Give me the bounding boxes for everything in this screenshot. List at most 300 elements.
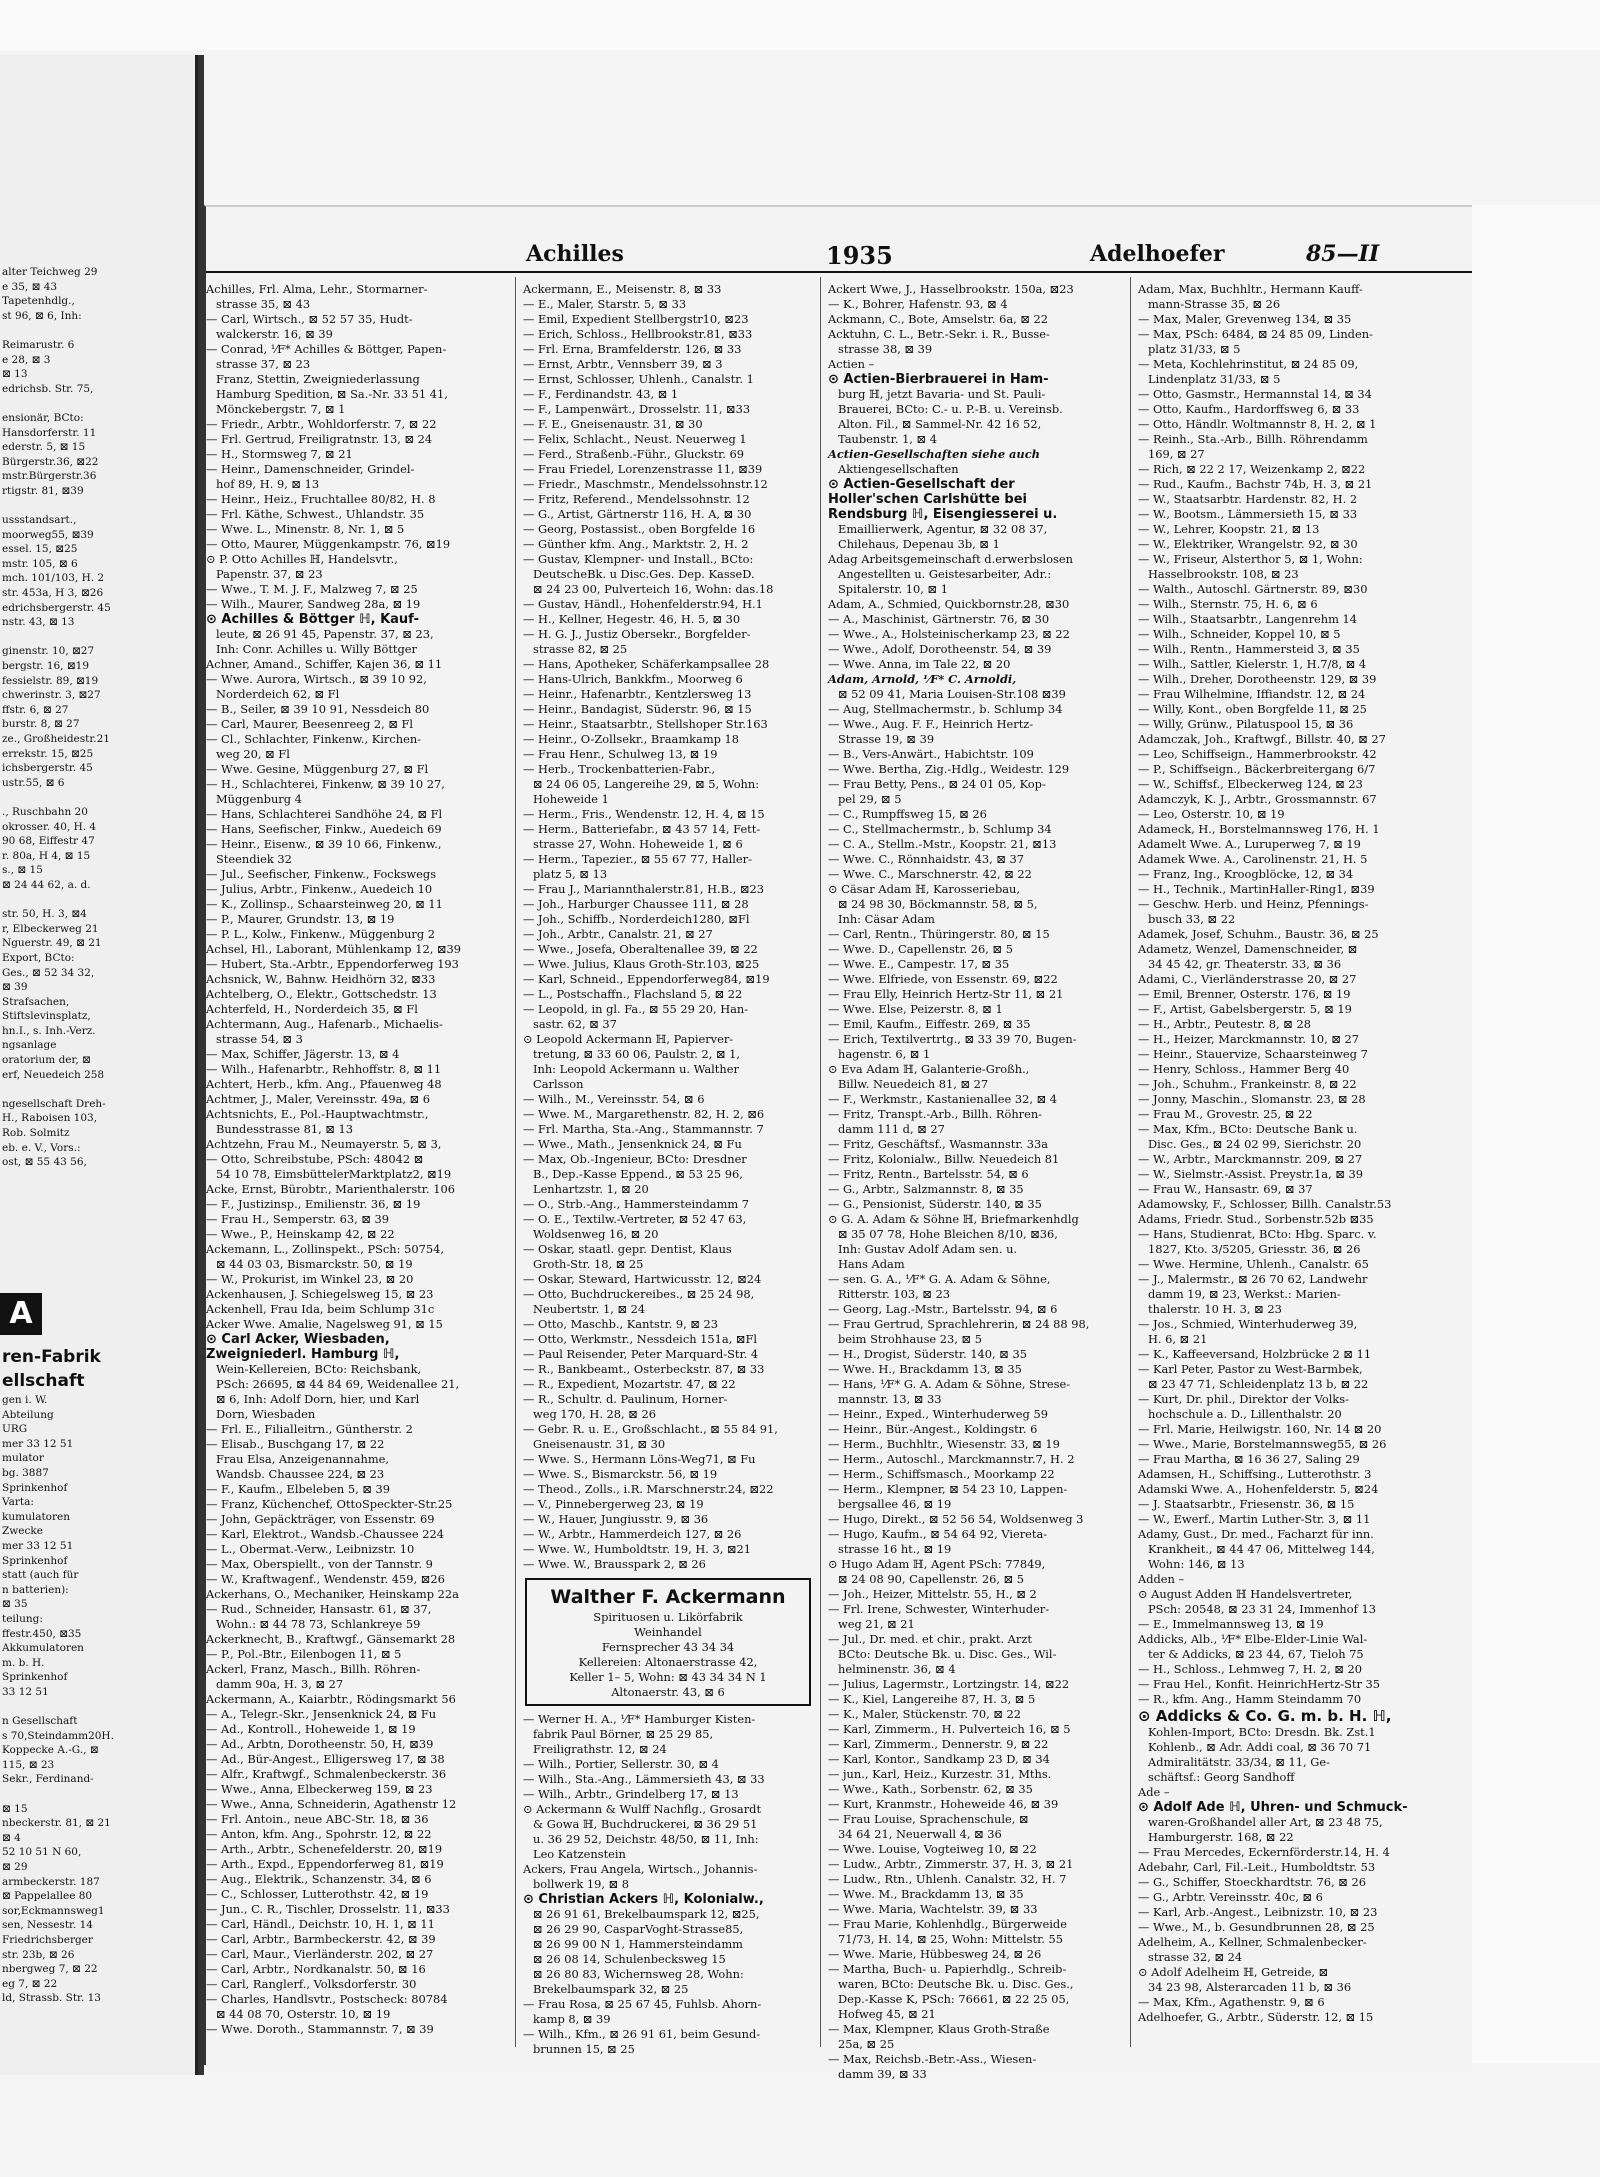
left-fragment-line [2,1082,182,1097]
directory-entry: — Wwe. W., Humboldtstr. 19, H. 3, ⊠21 [523,1542,752,1556]
directory-entry: Adelheim, A., Kellner, Schmalenbecker- [1138,1935,1367,1949]
left-fragment-line: edrichsbergerstr. 45 [2,601,111,614]
header-last-entry: Adelhoefer [1090,241,1225,267]
directory-entry: — G., Arbtr. Vereinsstr. 40c, ⊠ 6 [1138,1890,1323,1904]
directory-entry: — Alfr., Kraftwgf., Schmalenbeckerstr. 36 [206,1767,447,1781]
directory-entry: — Wwe. D., Capellenstr. 26, ⊠ 5 [828,942,1013,956]
directory-entry: — Hans-Ulrich, Bankkfm., Moorweg 6 [523,672,743,686]
directory-entry: — Wwe. Hermine, Uhlenh., Canalstr. 65 [1138,1257,1369,1271]
left-fragment-line: URG [2,1423,28,1436]
directory-entry: — Herm., Buchhltr., Wiesenstr. 33, ⊠ 19 [828,1437,1060,1451]
directory-entry: Ade – [1138,1785,1170,1799]
left-fragment-line [2,630,182,645]
directory-entry: Billw. Neuedeich 81, ⊠ 27 [838,1077,989,1091]
directory-entry: Krankheit., ⊠ 44 47 06, Mittelweg 144, [1148,1542,1375,1556]
directory-entry: Ackemann, L., Zollinspekt., PSch: 50754, [206,1242,444,1256]
directory-entry: — Friedr., Arbtr., Wohldorferstr. 7, ⊠ 22 [206,417,437,431]
directory-entry: waren-Großhandel aller Art, ⊠ 23 48 75, [1148,1815,1383,1829]
directory-entry: Hamburgerstr. 168, ⊠ 22 [1148,1830,1294,1844]
directory-entry: Adamek, Josef, Schuhm., Baustr. 36, ⊠ 25 [1138,927,1379,941]
directory-entry: — Fritz, Referend., Mendelssohnstr. 12 [523,492,750,506]
directory-entry: — Wwe. Aurora, Wirtsch., ⊠ 39 10 92, [206,672,427,686]
directory-entry: — W., Staatsarbtr. Hardenstr. 82, H. 2 [1138,492,1358,506]
directory-entry: Angestellten u. Geistesarbeiter, Adr.: [838,567,1052,581]
directory-entry: Rendsburg ℍ, Eisengiesserei u. [828,507,1058,522]
left-fragment-line: fessielstr. 89, ⊠19 [2,674,99,687]
directory-entry: Achterfeld, H., Norderdeich 35, ⊠ Fl [206,1002,418,1016]
left-fragment-line: okrosser. 40, H. 4 [2,820,97,833]
left-fragment-line [2,1787,184,1802]
directory-entry: strasse 38, ⊠ 39 [838,342,933,356]
left-page-ad-letter: A [0,1293,42,1335]
directory-entry: Wohn.: ⊠ 44 78 73, Schlankreye 59 [216,1617,421,1631]
directory-entry: — Frl. E., Filialleitrn., Güntherstr. 2 [206,1422,413,1436]
directory-entry: — Karl, Kontor., Sandkamp 23 D, ⊠ 34 [828,1752,1050,1766]
left-fragment-line: 90 68, Eiffestr 47 [2,835,95,848]
directory-entry: — Heinr., Eisenw., ⊠ 39 10 66, Finkenw., [206,837,442,851]
directory-entry: — Frl. Antoin., neue ABC-Str. 18, ⊠ 36 [206,1812,429,1826]
directory-entry: Ackenhell, Frau Ida, beim Schlump 31c [206,1302,435,1316]
left-fragment-line: nstr. 43, ⊠ 13 [2,616,75,629]
directory-entry: — Frau Hel., Konfit. HeinrichHertz-Str 35 [1138,1677,1381,1691]
directory-entry: — Carl, Arbtr., Nordkanalstr. 50, ⊠ 16 [206,1962,426,1976]
directory-entry: — Georg, Postassist., oben Borgfelde 16 [523,522,756,536]
directory-entry: — Carl, Wirtsch., ⊠ 52 57 35, Hudt- [206,312,413,326]
directory-entry: sastr. 62, ⊠ 37 [533,1017,617,1031]
left-fragment-line: burstr. 8, ⊠ 27 [2,718,80,731]
directory-entry: — Wwe., Anna, Schneiderin, Agathenstr 12 [206,1797,457,1811]
left-fragment-line: kumulatoren [2,1510,70,1523]
directory-entry: — Wwe., Anna, Elbeckerweg 159, ⊠ 23 [206,1782,433,1796]
directory-entry: — Ludw., Rtn., Uhlenh. Canalstr. 32, H. 7 [828,1872,1067,1886]
directory-entry: Inh: Conr. Achilles u. Willy Böttger [216,642,417,656]
left-fragment-line: ensionär, BCto: [2,411,84,424]
directory-entry: 25a, ⊠ 25 [838,2037,895,2051]
directory-entry: Ackerknecht, B., Kraftwgf., Gänsemarkt 28 [206,1632,456,1646]
directory-entry: — Wwe. S., Bismarckstr. 56, ⊠ 19 [523,1467,718,1481]
directory-entry: ⊙ August Adden ℍ Handelsvertreter, [1138,1587,1353,1601]
left-fragment-line: ⊠ Pappelallee 80 [2,1890,93,1903]
left-fragment-line: ⊠ 4 [2,1831,21,1844]
directory-entry: — Rich, ⊠ 22 2 17, Weizenkamp 2, ⊠22 [1138,462,1366,476]
directory-entry: damm 111 d, ⊠ 27 [838,1122,945,1136]
left-fragment-line: ld, Strassb. Str. 13 [2,1992,101,2005]
directory-entry: — W., Schiffsf., Elbeckerweg 124, ⊠ 23 [1138,777,1363,791]
directory-entry: — R., Expedient, Mozartstr. 47, ⊠ 22 [523,1377,736,1391]
directory-entry: — Frau Betty, Pens., ⊠ 24 01 05, Kop- [828,777,1046,791]
directory-entry: — Max, Maler, Grevenweg 134, ⊠ 35 [1138,312,1352,326]
directory-entry: — Wwe. E., Campestr. 17, ⊠ 35 [828,957,1010,971]
directory-entry: leute, ⊠ 26 91 45, Papenstr. 37, ⊠ 23, [216,627,434,641]
directory-entry: — Karl, Zimmerm., H. Pulverteich 16, ⊠ 5 [828,1722,1071,1736]
left-fragment-line: Koppecke A.-G., ⊠ [2,1744,99,1757]
directory-entry: strasse 37, ⊠ 23 [216,357,311,371]
left-fragment-line: bg. 3887 [2,1466,49,1479]
directory-entry: — Herb., Trockenbatterien-Fabr., [523,762,716,776]
left-fragment-line: ustr.55, ⊠ 6 [2,776,65,789]
directory-entry: — G., Artist, Gärtnerstr 116, H. A, ⊠ 30 [523,507,752,521]
directory-entry: Ackenhausen, J. Schiegelsweg 15, ⊠ 23 [206,1287,434,1301]
directory-entry: — Hugo, Direkt., ⊠ 52 56 54, Woldsenweg 3 [828,1512,1084,1526]
left-fragment-line: mer 33 12 51 [2,1437,74,1450]
directory-entry: damm 90a, H. 3, ⊠ 27 [216,1677,344,1691]
directory-entry: — Theod., Zolls., i.R. Marschnerstr.24, ⊠22 [523,1482,774,1496]
directory-entry: — Julius, Arbtr., Finkenw., Auedeich 10 [206,882,433,896]
page-number: 85—II [1306,241,1380,267]
directory-entry: 169, ⊠ 27 [1148,447,1205,461]
directory-entry: Achtermann, Aug., Hafenarb., Michaelis- [206,1017,443,1031]
directory-entry: — Herm., Klempner, ⊠ 54 23 10, Lappen- [828,1482,1068,1496]
left-fragment-line: Zwecke [2,1525,43,1538]
left-fragment-line: bergstr. 16, ⊠19 [2,660,90,673]
directory-entry: strasse 82, ⊠ 25 [533,642,628,656]
directory-entry: — V., Pinnebergerweg 23, ⊠ 19 [523,1497,704,1511]
directory-entry: — Wilh., Sattler, Kielerstr. 1, H.7/8, ⊠ 4 [1138,657,1367,671]
left-fragment-line: statt (auch für [2,1569,79,1582]
directory-entry: — Wwe., P., Heinskamp 42, ⊠ 22 [206,1227,395,1241]
directory-entry: Holler'schen Carlshütte bei [828,492,1028,507]
directory-entry: — Wilh., Portier, Sellerstr. 30, ⊠ 4 [523,1757,719,1771]
directory-entry: platz 31/33, ⊠ 5 [1148,342,1241,356]
directory-entry: 71/73, H. 14, ⊠ 25, Wohn: Mittelstr. 55 [838,1932,1063,1946]
directory-entry: — K., Kiel, Langereihe 87, H. 3, ⊠ 5 [828,1692,1036,1706]
directory-entry: — Frau J., Mariannthalerstr.81, H.B., ⊠23 [523,882,764,896]
left-fragment-line: hn.I., s. Inh.-Verz. [2,1024,96,1037]
left-fragment-line: essel. 15, ⊠25 [2,543,78,556]
directory-entry: hof 89, H. 9, ⊠ 13 [216,477,320,491]
directory-entry: — Oskar, staatl. gepr. Dentist, Klaus [523,1242,732,1256]
directory-entry: Neubertstr. 1, ⊠ 24 [533,1302,646,1316]
directory-entry: — Frl. Käthe, Schwest., Uhlandstr. 35 [206,507,425,521]
directory-entry: — W., Sielmstr.-Assist. Preystr.1a, ⊠ 39 [1138,1167,1363,1181]
directory-entry: — Karl, Elektrot., Wandsb.-Chaussee 224 [206,1527,445,1541]
directory-entry: weg 20, ⊠ Fl [216,747,290,761]
directory-entry: — Fritz, Kolonialw., Billw. Neuedeich 81 [828,1152,1060,1166]
directory-entry: — Max, Klempner, Klaus Groth-Straße [828,2022,1050,2036]
directory-entry: — P. L., Kolw., Finkenw., Müggenburg 2 [206,927,436,941]
directory-entry: Adams, Friedr. Stud., Sorbenstr.52b ⊠35 [1138,1212,1374,1226]
left-fragment-line: 52 10 51 N 60, [2,1846,82,1859]
directory-entry: — Hans, Schlachterei Sandhöhe 24, ⊠ Fl [206,807,443,821]
directory-entry: Achsel, Hl., Laborant, Mühlenkamp 12, ⊠39 [206,942,461,956]
directory-entry: — Ludw., Arbtr., Zimmerstr. 37, H. 3, ⊠ 21 [828,1857,1074,1871]
directory-entry: — Otto, Buchdruckereibes., ⊠ 25 24 98, [523,1287,755,1301]
directory-entry: — C. A., Stellm.-Mstr., Koopstr. 21, ⊠13 [828,837,1057,851]
directory-entry: — Emil, Brenner, Osterstr. 176, ⊠ 19 [1138,987,1351,1001]
directory-entry: ⊙ Addicks & Co. G. m. b. H. ℍ, [1138,1707,1392,1725]
left-fragment-line: ⊠ 15 [2,1802,28,1815]
directory-entry: Achtmer, J., Maler, Vereinsstr. 49a, ⊠ 6 [206,1092,431,1106]
left-fragment-line: s 70,Steindamm20H. [2,1729,114,1742]
directory-entry: — Jonny, Maschin., Slomanstr. 23, ⊠ 28 [1138,1092,1366,1106]
directory-entry: ⊠ 26 91 61, Brekelbaumspark 12, ⊠25, [533,1907,760,1921]
directory-entry: Ackermann, A., Kaiarbtr., Rödingsmarkt 56 [206,1692,456,1706]
directory-entry: — H., Arbtr., Peutestr. 8, ⊠ 28 [1138,1017,1311,1031]
directory-entry: — H., Kellner, Hegestr. 46, H. 5, ⊠ 30 [523,612,741,626]
left-fragment-line: mer 33 12 51 [2,1539,74,1552]
directory-entry: Adameck, H., Borstelmannsweg 176, H. 1 [1138,822,1380,836]
left-fragment-line: ellschaft [2,1371,85,1391]
left-fragment-line: mch. 101/103, H. 2 [2,572,105,585]
left-fragment-line: eg 7, ⊠ 22 [2,1977,58,1990]
directory-entry: ⊙ G. A. Adam & Söhne ℍ, Briefmarkenhdlg [828,1212,1079,1226]
directory-entry: — Frau Martha, ⊠ 16 36 27, Saling 29 [1138,1452,1360,1466]
directory-entry: — E., Immelmannsweg 13, ⊠ 19 [1138,1617,1324,1631]
directory-column-1 [206,282,498,2042]
column-rule [515,277,516,2047]
directory-entry: — Max, Reichsb.-Betr.-Ass., Wiesen- [828,2052,1037,2066]
directory-page [204,205,1474,2081]
directory-entry: — Wwe. W., Brausspark 2, ⊠ 26 [523,1557,706,1571]
directory-entry: — Wilh., Rentn., Hammersteid 3, ⊠ 35 [1138,642,1360,656]
directory-entry: Strasse 19, ⊠ 39 [838,732,935,746]
left-fragment-line: str. 23b, ⊠ 26 [2,1948,75,1961]
directory-entry: Dorn, Wiesbaden [216,1407,316,1421]
directory-entry: — Aug., Elektrik., Schanzenstr. 34, ⊠ 6 [206,1872,432,1886]
directory-entry: — C., Rumpffsweg 15, ⊠ 26 [828,807,987,821]
directory-entry: — Fritz, Transpt.-Arb., Billh. Röhren- [828,1107,1043,1121]
left-fragment-line: nbeckerstr. 81, ⊠ 21 [2,1817,111,1830]
directory-entry: — Wilh., Sternstr. 75, H. 6, ⊠ 6 [1138,597,1318,611]
directory-entry: — Wwe. Elfriede, von Essenstr. 69, ⊠22 [828,972,1058,986]
left-fragment-line: alter Teichweg 29 [2,266,98,278]
left-fragment-line: gen i. W. [2,1394,48,1406]
directory-entry: — Frau Wilhelmine, Iffiandstr. 12, ⊠ 24 [1138,687,1366,701]
directory-entry: — Wilh., Maurer, Sandweg 28a, ⊠ 19 [206,597,421,611]
left-fragment-line: erf, Neuedeich 258 [2,1068,105,1081]
directory-entry: — Max, PSch: 6484, ⊠ 24 85 09, Linden- [1138,327,1373,341]
left-fragment-line: ffstr. 6, ⊠ 27 [2,703,69,716]
directory-entry: Acke, Ernst, Bürobtr., Marienthalerstr. 106 [206,1182,455,1196]
directory-entry: — Wilh., M., Vereinsstr. 54, ⊠ 6 [523,1092,705,1106]
directory-entry: strasse 32, ⊠ 24 [1148,1950,1243,1964]
directory-entry: — Wwe., T. M. J. F., Malzweg 7, ⊠ 25 [206,582,418,596]
directory-entry: Actien-Gesellschaften siehe auch [828,447,1040,461]
directory-entry: strasse 35, ⊠ 43 [216,297,311,311]
left-fragment-line [2,893,182,908]
directory-entry: — Joh., Schiffb., Norderdeich1280, ⊠Fl [523,912,750,926]
directory-entry: hagenstr. 6, ⊠ 1 [838,1047,931,1061]
directory-entry: Ackerl, Franz, Masch., Billh. Röhren- [206,1662,421,1676]
advertisement-line: Keller 1– 5, Wohn: ⊠ 43 34 34 N 1 [569,1670,767,1684]
directory-entry: Adden – [1138,1572,1185,1586]
directory-entry: — Gustav, Händl., Hohenfelderstr.94, H.1 [523,597,763,611]
directory-entry: — F., Lampenwärt., Drosselstr. 11, ⊠33 [523,402,751,416]
directory-entry: — J., Malermstr., ⊠ 26 70 62, Landwehr [1138,1272,1368,1286]
directory-entry: Frau Elsa, Anzeigenannahme, [216,1452,390,1466]
directory-entry: Zweigniederl. Hamburg ℍ, [206,1347,400,1362]
directory-entry: PSch: 20548, ⊠ 23 31 24, Immenhof 13 [1148,1602,1376,1616]
left-fragment-line: Tapetenhdlg., [2,295,75,308]
directory-entry: — O. E., Textilw.-Vertreter, ⊠ 52 47 63, [523,1212,747,1226]
directory-entry: ⊠ 26 08 14, Schulenbecksweg 15 [533,1952,726,1966]
directory-entry: — Wwe. L., Minenstr. 8, Nr. 1, ⊠ 5 [206,522,405,536]
directory-entry: — R., Schultr. d. Paulinum, Horner- [523,1392,728,1406]
directory-entry: — Herm., Batteriefabr., ⊠ 43 57 14, Fett- [523,822,761,836]
directory-entry: — Martha, Buch- u. Papierhdlg., Schreib- [828,1962,1067,1976]
column-rule [820,277,821,2047]
directory-entry: — H., Schlachterei, Finkenw, ⊠ 39 10 27, [206,777,445,791]
directory-entry: — Wwe. Maria, Wachtelstr. 39, ⊠ 33 [828,1902,1038,1916]
directory-entry: — Ad., Arbtn, Dorotheenstr. 50, H, ⊠39 [206,1737,434,1751]
directory-entry: — Wwe. C., Rönnhaidstr. 43, ⊠ 37 [828,852,1025,866]
directory-entry: — Heinr., Bür.-Angest., Koldingstr. 6 [828,1422,1038,1436]
directory-entry: — Heinr., Staatsarbtr., Stellshoper Str.163 [523,717,768,731]
directory-entry: — Carl, Arbtr., Barmbeckerstr. 42, ⊠ 39 [206,1932,436,1946]
directory-entry: — F., Kaufm., Elbeleben 5, ⊠ 39 [206,1482,391,1496]
left-fragment-line: Strafsachen, [2,995,70,1008]
left-fragment-line: edrichsb. Str. 75, [2,382,94,395]
directory-entry: — Arth., Arbtr., Schenefelderstr. 20, ⊠19 [206,1842,443,1856]
header-first-entry: Achilles [526,241,624,267]
directory-entry: — Meta, Kochlehrinstitut, ⊠ 24 85 09, [1138,357,1359,371]
directory-entry: Emaillierwerk, Agentur, ⊠ 32 08 37, [838,522,1048,536]
left-fragment-line: ost, ⊠ 55 43 56, [2,1156,87,1169]
left-fragment-line: Ges., ⊠ 52 34 32, [2,966,95,979]
left-fragment-line: mstr.Bürgerstr.36 [2,470,97,483]
directory-entry: 34 45 42, gr. Theaterstr. 33, ⊠ 36 [1148,957,1342,971]
directory-entry: thalerstr. 10 H. 3, ⊠ 23 [1148,1302,1282,1316]
directory-entry: ⊠ 26 80 83, Wichernsweg 28, Wohn: [533,1967,744,1981]
directory-entry: Wein-Kellereien, BCto: Reichsbank, [216,1362,422,1376]
directory-entry: Adebahr, Carl, Fil.-Leit., Humboldtstr. 53 [1138,1860,1376,1874]
advertisement-box [525,1578,811,1706]
directory-entry: — R., Bankbeamt., Osterbeckstr. 87, ⊠ 33 [523,1362,765,1376]
directory-entry: — Wwe. Doroth., Stammannstr. 7, ⊠ 39 [206,2022,434,2036]
directory-entry: ⊙ Adolf Adelheim ℍ, Getreide, ⊠ [1138,1965,1329,1979]
directory-entry: walckerstr. 16, ⊠ 39 [216,327,333,341]
directory-entry: brunnen 15, ⊠ 25 [533,2042,635,2056]
directory-entry: — Joh., Arbtr., Canalstr. 21, ⊠ 27 [523,927,713,941]
directory-entry: mann-Strasse 35, ⊠ 26 [1148,297,1281,311]
directory-entry: — Ernst, Arbtr., Vennsberr 39, ⊠ 3 [523,357,723,371]
directory-entry: Achtsnichts, E., Pol.-Hauptwachtmstr., [206,1107,429,1121]
left-fragment-line: Sprinkenhof [2,1554,68,1567]
directory-entry: — L., Postschaffn., Flachsland 5, ⊠ 22 [523,987,743,1001]
directory-entry: — Aug, Stellmachermstr., b. Schlump 34 [828,702,1063,716]
left-fragment-line: str. 453a, H 3, ⊠26 [2,587,104,600]
header-year: 1935 [826,241,893,270]
advertisement-title: Walther F. Ackermann [550,1586,786,1608]
directory-entry: — Carl, Ranglerf., Volksdorferstr. 30 [206,1977,417,1991]
directory-entry: Müggenburg 4 [216,792,302,806]
directory-entry: Kohlenb., ⊠ Adr. Addi coal, ⊠ 36 70 71 [1148,1740,1372,1754]
left-fragment-line: ⊠ 39 [2,981,28,994]
left-fragment-line: errekstr. 15, ⊠25 [2,747,94,760]
directory-entry: fabrik Paul Börner, ⊠ 25 29 85, [533,1727,714,1741]
directory-entry: — Frau Friedel, Lorenzenstrasse 11, ⊠39 [523,462,763,476]
directory-entry: — W., Arbtr., Hammerdeich 127, ⊠ 26 [523,1527,742,1541]
directory-entry: — Emil, Expedient Stellbergstr10, ⊠23 [523,312,749,326]
directory-entry: bergsallee 46, ⊠ 19 [838,1497,952,1511]
directory-entry: — Leo, Schiffseign., Hammerbrookstr. 42 [1138,747,1377,761]
directory-entry: — Heinr., O-Zollsekr., Braamkamp 18 [523,732,740,746]
directory-entry: — jun., Karl, Heiz., Kurzestr. 31, Mths. [828,1767,1052,1781]
directory-column-2 [523,282,815,2056]
directory-entry: u. 36 29 52, Deichstr. 48/50, ⊠ 11, Inh: [533,1832,759,1846]
left-fragment-line: n batterien): [2,1583,69,1596]
directory-entry: — H., Technik., MartinHaller-Ring1, ⊠39 [1138,882,1375,896]
left-page-ad-text [2,1345,184,2006]
directory-entry: ⊙ Christian Ackers ℍ, Kolonialw., [523,1892,764,1907]
directory-entry: — H., Heizer, Marckmannstr. 10, ⊠ 27 [1138,1032,1359,1046]
directory-entry: beim Strohhause 23, ⊠ 5 [838,1332,982,1346]
left-fragment-line: teilung: [2,1612,43,1625]
directory-entry: — Jos., Schmied, Winterhuderweg 39, [1138,1317,1358,1331]
directory-entry: — Heinr., Hafenarbtr., Kentzlersweg 13 [523,687,752,701]
directory-entry: ⊙ Adolf Ade ℍ, Uhren- und Schmuck- [1138,1800,1408,1815]
directory-entry: Hofweg 45, ⊠ 21 [838,2007,936,2021]
directory-entry: Achtert, Herb., kfm. Ang., Pfauenweg 48 [206,1077,442,1091]
directory-entry: Woldsenweg 16, ⊠ 20 [533,1227,659,1241]
left-fragment-line: ngesellschaft Dreh- [2,1097,106,1110]
directory-entry: — Gustav, Klempner- und Install., BCto: [523,552,754,566]
directory-entry: — Wwe., Kath., Sorbenstr. 62, ⊠ 35 [828,1782,1033,1796]
directory-entry: — Rud., Kaufm., Bachstr 74b, H. 3, ⊠ 21 [1138,477,1373,491]
directory-entry: — H., Drogist, Süderstr. 140, ⊠ 35 [828,1347,1027,1361]
directory-entry: platz 5, ⊠ 13 [533,867,608,881]
directory-entry: — Wwe., Aug. F. F., Heinrich Hertz- [828,717,1034,731]
directory-entry: — C., Stellmachermstr., b. Schlump 34 [828,822,1052,836]
directory-entry: Adelhoefer, G., Arbtr., Süderstr. 12, ⊠ 15 [1138,2010,1374,2024]
directory-entry: weg 170, H. 28, ⊠ 26 [533,1407,656,1421]
directory-entry: — Wwe. M., Margarethenstr. 82, H. 2, ⊠6 [523,1107,765,1121]
left-fragment-line: Friedrichsberger [2,1933,93,1946]
directory-entry: — F., Ferdinandstr. 43, ⊠ 1 [523,387,679,401]
directory-entry: Acktuhn, C. L., Betr.-Sekr. i. R., Busse- [828,327,1050,341]
directory-entry: — John, Gepäckträger, von Essenstr. 69 [206,1512,435,1526]
directory-entry: Ackermann, E., Meisenstr. 8, ⊠ 33 [523,282,722,296]
left-fragment-line: sen, Nessestr. 14 [2,1919,93,1932]
directory-entry: — Wwe., Math., Jensenknick 24, ⊠ Fu [523,1137,742,1151]
directory-entry: ⊠ 24 98 30, Böckmannstr. 58, ⊠ 5, [838,897,1038,911]
left-fragment-line: H., Raboisen 103, [2,1112,98,1125]
directory-entry: tretung, ⊠ 33 60 06, Paulstr. 2, ⊠ 1, [533,1047,740,1061]
directory-entry: DeutscheBk. u Disc.Ges. Dep. KasseD. [533,567,755,581]
directory-entry: ter & Addicks, ⊠ 23 44, 67, Tieloh 75 [1148,1647,1364,1661]
directory-entry: — Henry, Schloss., Hammer Berg 40 [1138,1062,1350,1076]
page-header [206,207,1474,273]
directory-entry: Ackerhans, O., Mechaniker, Heinskamp 22a [206,1587,459,1601]
directory-entry: — Werner H. A., ⅟F* Hamburger Kisten- [523,1712,756,1726]
directory-entry: Admiralitätstr. 33/34, ⊠ 11, Ge- [1148,1755,1330,1769]
directory-entry: Ritterstr. 103, ⊠ 23 [838,1287,951,1301]
directory-entry: — Fritz, Rentn., Bartelsstr. 54, ⊠ 6 [828,1167,1029,1181]
directory-entry: strasse 54, ⊠ 3 [216,1032,303,1046]
directory-entry: — F. E., Gneisenaustr. 31, ⊠ 30 [523,417,703,431]
directory-entry: ⊠ 24 23 00, Pulverteich 16, Wohn: das.18 [533,582,774,596]
directory-entry: Mönckebergstr. 7, ⊠ 1 [216,402,346,416]
directory-entry: ⊠ 6, Inh: Adolf Dorn, hier, und Karl [216,1392,420,1406]
directory-entry: — Otto, Gasmstr., Hermannstal 14, ⊠ 34 [1138,387,1372,401]
directory-entry: — R., kfm. Ang., Hamm Steindamm 70 [1138,1692,1362,1706]
directory-entry: — Kurt, Kranmstr., Hoheweide 46, ⊠ 39 [828,1797,1059,1811]
left-fragment-line: n Gesellschaft [2,1715,78,1728]
directory-entry: — Frau W., Hansastr. 69, ⊠ 37 [1138,1182,1313,1196]
directory-entry: ⊙ Achilles & Böttger ℍ, Kauf- [206,612,420,627]
left-fragment-line: ze., Großheidestr.21 [2,733,110,745]
directory-entry: — A., Maschinist, Gärtnerstr. 76, ⊠ 30 [828,612,1050,626]
directory-entry: Taubenstr. 1, ⊠ 4 [838,432,937,446]
directory-entry: — Joh., Schuhm., Frankeinstr. 8, ⊠ 22 [1138,1077,1357,1091]
directory-entry: ⊙ Carl Acker, Wiesbaden, [206,1332,390,1347]
directory-entry: — Wwe. H., Brackdamm 13, ⊠ 35 [828,1362,1022,1376]
left-fragment-line: Sprinkenhof [2,1481,68,1494]
left-fragment-line: ichsbergerstr. 45 [2,762,93,775]
directory-entry: ⊠ 35 07 78, Hohe Bleichen 8/10, ⊠36, [838,1227,1058,1241]
left-fragment-line: 115, ⊠ 23 [2,1758,55,1771]
directory-entry: — Carl, Händl., Deichstr. 10, H. 1, ⊠ 11 [206,1917,435,1931]
